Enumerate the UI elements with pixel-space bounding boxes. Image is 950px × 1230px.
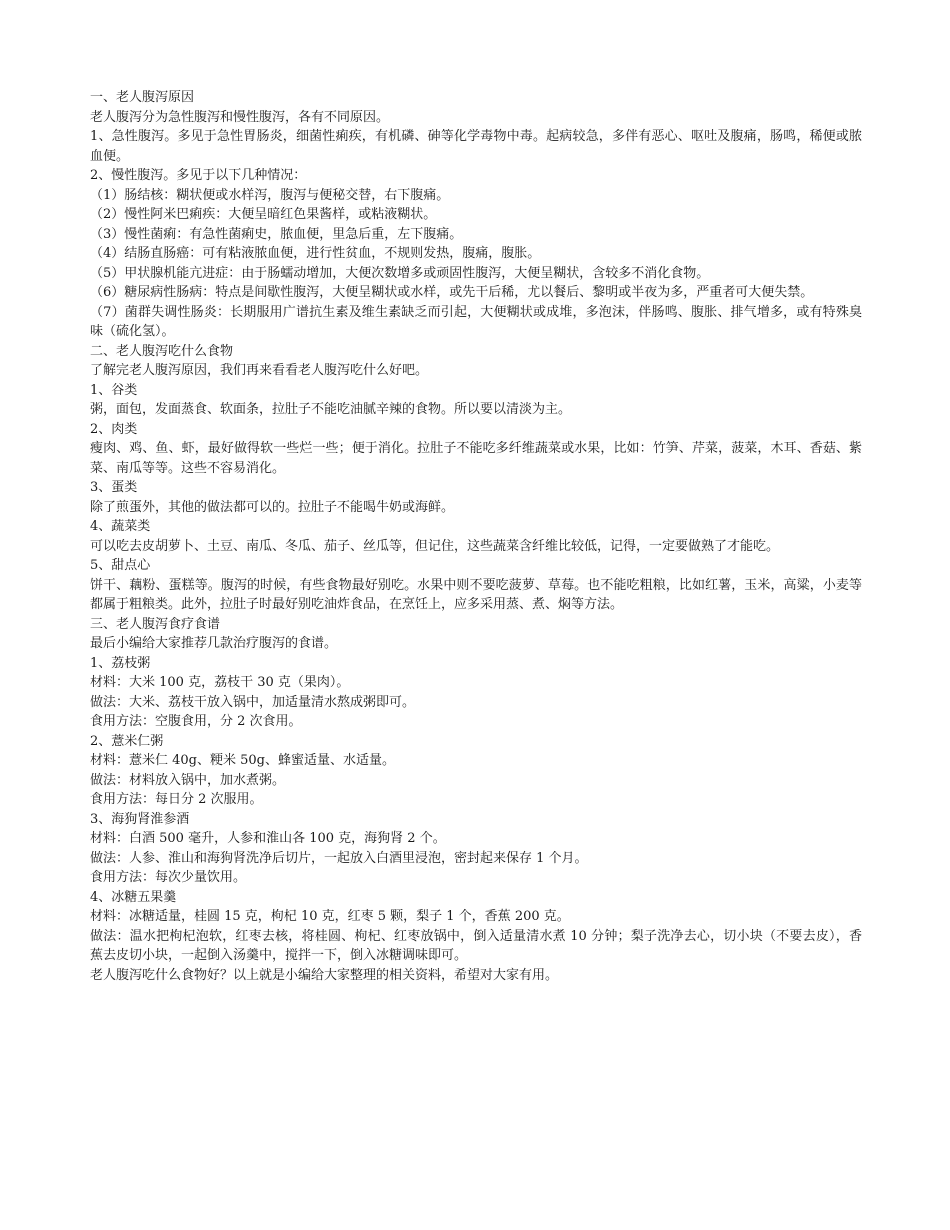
list-item: （1）肠结核：糊状便或水样泻，腹泻与便秘交替，右下腹痛。 — [90, 187, 450, 203]
paragraph: 可以吃去皮胡萝卜、土豆、南瓜、冬瓜、茄子、丝瓜等，但记住，这些蔬菜含纤维比较低，记得，一定要做熟了才能吃。 — [90, 538, 780, 554]
paragraph: 最后小编给大家推荐几款治疗腹泻的食谱。 — [90, 636, 338, 651]
paragraph: 老人腹泻分为急性腹泻和慢性腹泻，各有不同原因。 — [90, 109, 390, 125]
recipe-title: 2、薏米仁粥 — [90, 733, 164, 749]
list-item: （5）甲状腺机能亢进症：由于肠蠕动增加，大便次数增多或顽固性腹泻，大便呈糊状，含较多不消化食物。 — [90, 265, 710, 281]
closing-paragraph: 老人腹泻吃什么食物好？以上就是小编给大家整理的相关资料，希望对大家有用。 — [90, 967, 559, 983]
recipe-title: 3、海狗肾淮参酒 — [90, 811, 190, 827]
section-heading: 三、老人腹泻食疗食谱 — [90, 616, 221, 632]
recipe-ingredients: 材料：薏米仁 40g、粳米 50g、蜂蜜适量、水适量。 — [90, 753, 395, 768]
paragraph: 瘦肉、鸡、鱼、虾，最好做得软一些烂一些；便于消化。拉肚子不能吃多纤维蔬菜或水果，比如：竹笋、芹菜，菠菜，木耳、香菇、紫菜、南瓜等等。这些不容易消化。 — [90, 441, 862, 476]
subheading: 3、蛋类 — [90, 480, 138, 495]
list-item: （2）慢性阿米巴痢疾：大便呈暗红色果酱样，或粘液糊状。 — [90, 207, 437, 222]
paragraph: 2、慢性腹泻。多见于以下几种情况： — [90, 168, 307, 183]
list-item: （6）糖尿病性肠病：特点是间歇性腹泻，大便呈糊状或水样，或先干后稀，尤以餐后、黎明或半夜为多，严重者可大便失禁。 — [90, 285, 814, 300]
list-item: （7）菌群失调性肠炎：长期服用广谱抗生素及维生素缺乏而引起，大便糊状或成堆，多泡沫，伴肠鸣、腹胀、排气增多，或有特殊臭味（硫化氢）。 — [90, 304, 862, 339]
recipe-title: 1、荔枝粥 — [90, 655, 151, 671]
recipe-ingredients: 材料：白酒 500 毫升，人参和淮山各 100 克，海狗肾 2 个。 — [90, 831, 446, 846]
list-item: （3）慢性菌痢：有急性菌痢史，脓血便，里急后重，左下腹痛。 — [90, 226, 463, 242]
paragraph: 饼干、藕粉、蛋糕等。腹泻的时候，有些食物最好别吃。水果中则不要吃菠萝、草莓。也不能吃粗粮，比如红薯，玉米，高粱，小麦等都属于粗粮类。此外，拉肚子时最好别吃油炸食品，在烹饪上，应多采用蒸、煮、焖等方法。 — [90, 577, 862, 612]
recipe-usage: 食用方法：空腹食用，分 2 次食用。 — [90, 714, 302, 729]
recipe-method: 做法：温水把枸杞泡软，红枣去核，将桂圆、枸杞、红枣放锅中，倒入适量清水煮 10 分钟；梨子洗净去心，切小块（不要去皮），香蕉去皮切小块，一起倒入汤羹中，搅拌一下，倒入冰糖调味即可。 — [90, 928, 862, 963]
section-heading: 一、老人腹泻原因 — [90, 90, 195, 105]
section-heading: 二、老人腹泻吃什么食物 — [90, 343, 234, 359]
recipe-usage: 食用方法：每次少量饮用。 — [90, 870, 247, 885]
paragraph: 除了煎蛋外，其他的做法都可以的。拉肚子不能喝牛奶或海鲜。 — [90, 499, 455, 515]
recipe-usage: 食用方法：每日分 2 次服用。 — [90, 792, 263, 807]
list-item: （4）结肠直肠癌：可有粘液脓血便，进行性贫血，不规则发热，腹痛，腹胀。 — [90, 246, 541, 261]
paragraph: 1、急性腹泻。多见于急性胃肠炎，细菌性痢疾，有机磷、砷等化学毒物中毒。起病较急，多伴有恶心、呕吐及腹痛，肠鸣，稀便或脓血便。 — [90, 129, 862, 164]
subheading: 1、谷类 — [90, 382, 138, 398]
recipe-ingredients: 材料：大米 100 克，荔枝干 30 克（果肉）。 — [90, 675, 350, 690]
recipe-title: 4、冰糖五果羹 — [90, 889, 177, 905]
paragraph: 了解完老人腹泻原因，我们再来看看老人腹泻吃什么好吧。 — [90, 363, 429, 378]
paragraph: 粥，面包，发面蒸食、软面条，拉肚子不能吃油腻辛辣的食物。所以要以清淡为主。 — [90, 402, 572, 417]
recipe-method: 做法：材料放入锅中，加水煮粥。 — [90, 772, 286, 788]
recipe-method: 做法：人参、淮山和海狗肾洗净后切片，一起放入白酒里浸泡，密封起来保存 1 个月。 — [90, 850, 588, 866]
recipe-method: 做法：大米、荔枝干放入锅中，加适量清水熬成粥即可。 — [90, 694, 416, 710]
subheading: 2、肉类 — [90, 421, 138, 437]
recipe-ingredients: 材料：冰糖适量，桂圆 15 克，枸杞 10 克，红枣 5 颗，梨子 1 个，香蕉 200 克。 — [90, 909, 570, 924]
subheading: 5、甜点心 — [90, 558, 151, 573]
document-body — [90, 88, 862, 985]
subheading: 4、蔬菜类 — [90, 519, 151, 534]
